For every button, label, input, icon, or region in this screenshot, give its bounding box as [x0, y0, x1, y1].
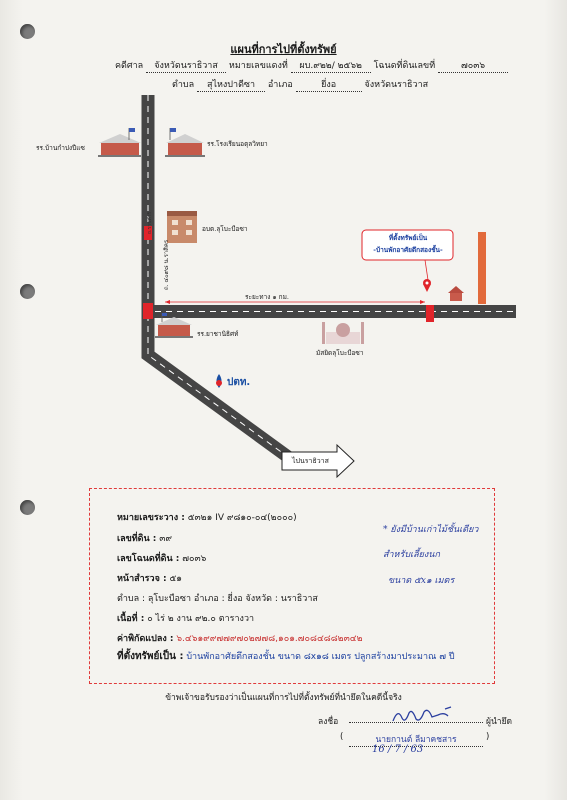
tower-icon [478, 232, 486, 304]
info-row-location: ตำบล : ลุโบะบือซา อำเภอ : ยี่งอ จังหวัด : นราธิวาส [117, 594, 318, 604]
junction-marker [143, 303, 153, 319]
arrow-head [420, 300, 425, 304]
info-value: บ้านพักอาศัยตึกสองชั้น ขนาด ๘x๑๘ เมตร ปลูกสร้างมาประมาณ ๗ ปี [186, 652, 455, 662]
subdistrict-label: ตำบล [172, 80, 195, 90]
arrow-head [165, 300, 170, 304]
mosque-label: มัสยิดลุโบะบือซา [316, 349, 364, 357]
province-value: จังหวัดนราธิวาส [364, 80, 429, 90]
property-callout-line1: ที่ตั้งทรัพย์เป็น [388, 234, 428, 242]
school-icon [98, 128, 141, 157]
deed-label: โฉนดที่ดินเลขที่ [373, 61, 436, 71]
office-label: อบต.ลุโบะบือซา [202, 225, 248, 233]
signer-name: นายกานต์ ลีมาคชสาร [349, 732, 483, 747]
info-value: ๕๓๒๑ IV ๙๘๑๐-๐๔(๒๐๐๐) [187, 513, 297, 523]
location-pin-icon [423, 279, 431, 292]
handwritten-note-line3: ขนาด ๕x๑ เมตร [388, 576, 455, 586]
info-value: ๐ ไร่ ๒ งาน ๙๒.๐ ตารางวา [147, 614, 255, 624]
handwritten-note-line1: * ยังมีบ้านเก่าไม้ชั้นเดียว [383, 525, 479, 535]
district-label: อำเภอ [267, 80, 293, 90]
info-value: ๖.๔๖๑๙๙๗๗๙๗๐๒๗๗๘,๑๐๑.๗๐๘๔๘๘๒๓๔๒ [176, 634, 363, 644]
certification-text: ข้าพเจ้าขอรับรองว่าเป็นแผนที่การไปที่ตั้งทรัพย์ที่นำยึดในคดีนี้จริง [165, 693, 402, 703]
road-small-label: ถ.ราชดำริ [147, 211, 153, 234]
info-row-coordinates: ค่าพิกัดแปลง : ๖.๔๖๑๙๙๗๗๙๗๐๒๗๗๘,๑๐๑.๗๐๘๔๘๘๒๓๔๒ [117, 634, 363, 644]
callout-pointer [425, 260, 428, 280]
office-building-icon [167, 211, 197, 243]
direction-label: ไปนราธิวาส [292, 457, 329, 465]
distance-label: ระยะทาง ๑ กม. [245, 293, 289, 301]
info-value: ๕๑ [169, 574, 182, 584]
info-row-map-sheet: หมายเลขระวาง : ๕๓๒๑ IV ๙๘๑๐-๐๔(๒๐๐๐) [117, 513, 297, 523]
info-value: ๗๐๓๖ [182, 554, 207, 564]
school2-label: รร.โรงเรียนอตุลวิทยา [207, 140, 268, 148]
court-label: คดีศาล [115, 61, 144, 71]
school3-label: รร.ยาชานิธิศท์ [197, 330, 239, 338]
info-row-parcel: เลขที่ดิน : ๓๙ [117, 534, 173, 544]
info-row-property: ที่ตั้งทรัพย์เป็น : บ้านพักอาศัยตึกสองชั้น ขนาด ๘x๑๘ เมตร ปลูกสร้างมาประมาณ ๗ ปี [117, 651, 455, 662]
sign-label: ลงชื่อ [318, 717, 339, 727]
info-row-survey: หน้าสำรวจ : ๕๑ [117, 574, 182, 584]
signer-role: ผู้นำยึด [486, 717, 513, 727]
road-vertical-label: ถ. ๔๐๙๘ น.ราสิคร [163, 239, 170, 290]
signature-date: 16 / 7 / 63 [372, 744, 424, 755]
info-value: ๓๙ [159, 534, 173, 544]
gas-station-label: ปตท. [227, 377, 251, 388]
school-icon [165, 128, 205, 157]
name-open-paren: ( [340, 732, 344, 742]
case-label: หมายเลขแดงที่ [228, 61, 288, 71]
info-row-area: เนื้อที่ : ๐ ไร่ ๒ งาน ๙๒.๐ ตารางวา [117, 614, 255, 624]
property-callout-line2: -บ้านพักอาศัยตึกสองชั้น- [373, 246, 443, 254]
house-icon [448, 286, 464, 301]
gas-station-icon [216, 374, 222, 388]
info-row-deed: เลขโฉนดที่ดิน : ๗๐๓๖ [117, 554, 207, 564]
district-value: ยี่งอ [296, 77, 362, 92]
signature-scribble [390, 704, 460, 726]
deed-value: ๗๐๓๖ [438, 58, 508, 73]
punch-hole [20, 500, 35, 515]
subdistrict-value: สุไหงปาดีซา [197, 77, 265, 92]
case-value: ผบ.๙๒๒/ ๒๕๖๒ [291, 58, 371, 73]
court-value: จังหวัดนราธิวาส [146, 58, 226, 73]
handwritten-note-line2: สำหรับเลี้ยงนก [383, 550, 440, 560]
property-marker [426, 305, 434, 322]
page-title: แผนที่การไปที่ตั้งทรัพย์ [230, 43, 337, 56]
mosque-icon [322, 322, 364, 344]
name-close-paren: ) [486, 732, 490, 742]
school1-label: รร.บ้านกำปงปีแซ [36, 144, 85, 152]
